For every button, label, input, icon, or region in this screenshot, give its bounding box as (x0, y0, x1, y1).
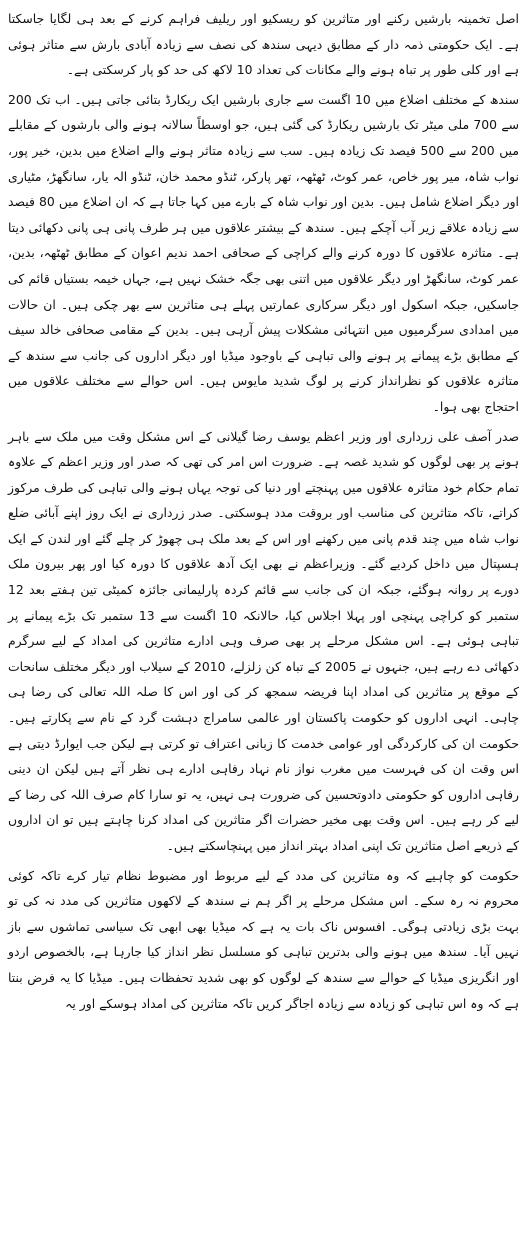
article-paragraph: اصل تخمینہ بارشیں رکنے اور متاثرین کو ریسکیو اور ریلیف فراہم کرنے کے بعد ہی لگایا جاسکتا ہے۔ ایک حکومتی ذمہ دار کے مطابق دیہی سندھ کی نصف سے زیادہ آبادی بارش سے متاثر ہوئی ہے اور کلی طور پر تباہ ہونے والے مکانات کی تعداد 10 لاکھ کی حد کو پار کرسکتی ہے۔ (8, 11, 519, 78)
article-paragraph: سندھ کے مختلف اضلاع میں 10 اگست سے جاری بارشیں ایک ریکارڈ بتائی جاتی ہیں۔ اب تک 200 سے 700 ملی میٹر تک بارشیں ریکارڈ کی گئی ہیں، جو اوسطاً سالانہ ہونے والی بارشوں کے مقابلے میں 200 سے 500 فیصد تک زیادہ ہیں۔ سب سے زیادہ متاثر ہونے والے اضلاع میں بدین، خیر پور، نواب شاہ، میر پور خاص، عمر کوٹ، ٹھٹھہ، تھر پارکر، ٹنڈو محمد خان، ٹنڈو الہ یار، سانگھڑ، مٹیاری اور دیگر اضلاع شامل ہیں۔ بدین اور نواب شاہ کے بارے میں کہا جاتا ہے کہ ان اضلاع میں 80 فیصد سے زیادہ علاقے زیر آب آچکے ہیں۔ سندھ کے بیشتر علاقوں میں ہر طرف پانی ہی پانی دکھائی دیتا ہے۔ متاثرہ علاقوں کا دورہ کرنے والے کراچی کے صحافی احمد ندیم اعوان کے مطابق ٹھٹھہ، بدین، عمر کوٹ، سانگھڑ اور دیگر علاقوں میں اتنی بھی جگہ خشک نہیں ہے، جہاں خیمہ بستیاں قائم کی جاسکیں، جبکہ اسکول اور دیگر سرکاری عمارتیں پہلے ہی متاثرین سے بھر چکی ہیں۔ ان حالات میں امدادی سرگرمیوں میں انتہائی مشکلات پیش آرہی ہیں۔ بدین کے مقامی صحافی خالد سیف کے مطابق بڑے پیمانے پر ہونے والی تباہی کے باوجود میڈیا اور دیگر اداروں کی جانب سے سندھ کے متاثرہ علاقوں کو نظرانداز کرنے پر لوگ شدید مایوس ہیں۔ اس حوالے سے مختلف علاقوں میں احتجاج بھی ہوا۔ (8, 91, 519, 414)
article-paragraph: صدر آصف علی زرداری اور وزیر اعظم یوسف رضا گیلانی کے اس مشکل وقت میں ملک سے باہر ہونے پر بھی لوگوں کو شدید غصہ ہے۔ ضرورت اس امر کی تھی کہ صدر اور وزیر اعظم کے علاوہ تمام حکام خود متاثرہ علاقوں میں پہنچتے اور دنیا کی توجہ یہاں ہونے والی تباہی کی طرف مرکوز کراتے، تاکہ متاثرین کی مناسب اور بروقت مدد ہوسکتی۔ صدر زرداری نے ایک روز اپنے آبائی ضلع نواب شاہ میں چند قدم پانی میں رکھنے اور اس کے بعد ملک ہی چھوڑ کر چلے گئے اور لندن کے ایک ہسپتال میں داخل کردیے گئے۔ وزیراعظم نے بھی ایک آدھ علاقوں کا دورہ کیا اور پھر بیرون ملک دورے پر روانہ ہوگئے، جبکہ ان کی جانب سے قائم کردہ پارلیمانی جائزہ کمیٹی تین ہفتے بعد 12 ستمبر کو کراچی پہنچی اور پہلا اجلاس کیا، حالانکہ 10 اگست سے 13 ستمبر تک بڑے پیمانے پر تباہی ہوئی ہے۔ اس مشکل مرحلے پر بھی صرف وہی ادارے متاثرین کی امداد کے لیے سرگرم دکھائی دے رہے ہیں، جنہوں نے 2005 کے تباہ کن زلزلے، 2010 کے سیلاب اور دیگر مختلف سانحات کے موقع پر متاثرین کی امداد اپنا فریضہ سمجھ کر کی اور اس کا صلہ اللہ تعالی کی رضا ہی چاہی۔ انہی اداروں کو حکومت پاکستان اور عالمی سامراج دہشت گرد کے نام سے پکارتے ہیں۔ حکومت ان کی کارکردگی اور عوامی خدمت کا زبانی اعتراف تو کرتی ہے لیکن جب ایوارڈ دیتی ہے اس وقت ان کی فہرست میں مغرب نواز نام نہاد رفاہی ادارے ہی نظر آتے ہیں لیکن ان دینی رفاہی اداروں کو حکومتی دادوتحسین کی ضرورت ہی نہیں، یہ تو سارا کام صرف اللہ کی رضا کے لیے کر رہے ہیں۔ اس وقت بھی مخیر حضرات اگر متاثرین کی امداد کرنا چاہتے ہیں تو ان اداروں کے ذریعے اصل متاثرین تک اپنی امداد بہتر انداز میں پہنچاسکتے ہیں۔ (8, 428, 519, 853)
article-paragraph: حکومت کو چاہیے کہ وہ متاثرین کی مدد کے لیے مربوط اور مضبوط نظام تیار کرے تاکہ کوئی محروم نہ رہ سکے۔ اس مشکل مرحلے پر اگر ہم نے سندھ کے لاکھوں متاثرین کی مدد نہ کی تو بہت بڑی زیادتی ہوگی۔ افسوس ناک بات یہ ہے کہ میڈیا بھی ابھی تک سیاسی تماشوں سے باز نہیں آیا۔ سندھ میں ہونے والی بدترین تباہی کو مسلسل نظر انداز کیا جارہا ہے، بالخصوص اردو اور انگریزی میڈیا کے حوالے سے سندھ کے لوگوں کو بھی شدید تحفظات ہیں۔ میڈیا کا یہ فرض بنتا ہے کہ وہ اس تباہی کو زیادہ سے زیادہ اجاگر کریں تاکہ متاثرین کی امداد ہوسکے اور یہ (8, 867, 519, 1011)
